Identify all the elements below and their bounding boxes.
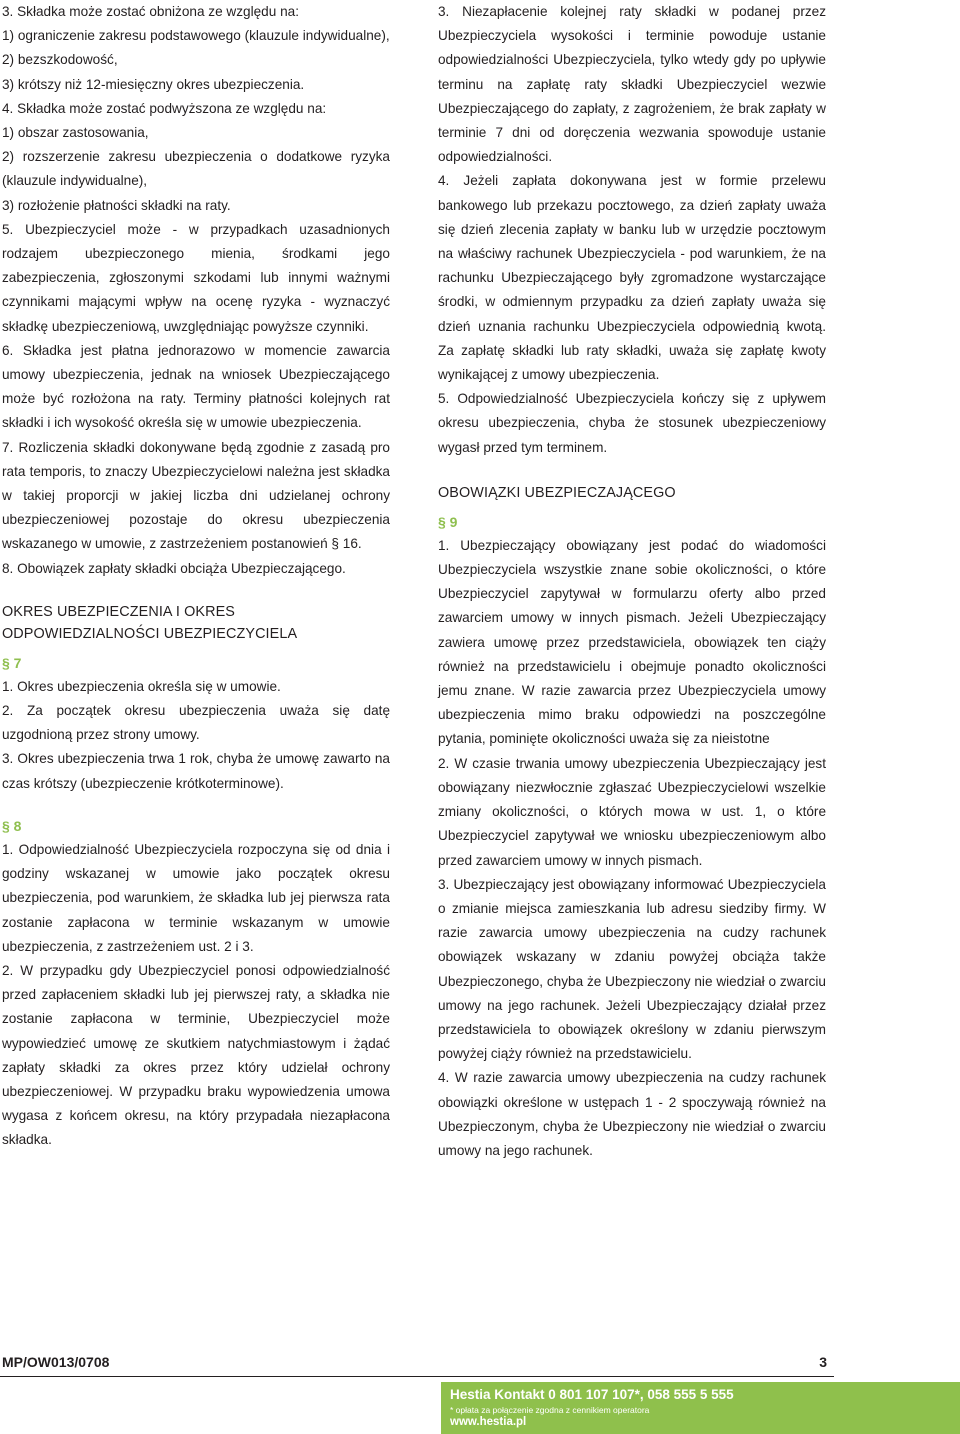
paragraph: 3. Niezapłacenie kolejnej raty składki w podanej przez Ubezpieczyciela wysokości i terminie powoduje ustanie odpowiedzialności Ubezpieczyciela, tylko wtedy gdy po upływie terminu na zapłatę raty składki Ubezpieczyciel wezwie Ubezpieczającego do zapłaty, z zagrożeniem, że brak zapłaty w terminie 7 dni od doręczenia wezwania spowoduje ustanie odpowiedzialności. <box>438 4 826 165</box>
section-heading: OBOWIĄZKI UBEZPIECZAJĄCEGO <box>438 484 676 501</box>
paragraph: 4. Jeżeli zapłata dokonywana jest w formie przelewu bankowego lub przekazu pocztowego, za dzień zapłaty uważa się dzień zlecenia zapłaty w banku lub w urzędzie pocztowym na właściwy rachunek Ubezpieczyciela - pod warunkiem, że na rachunku Ubezpieczającego były zgromadzone wystarczające środki, w odmiennym przypadku za dzień zapłaty uważa się dzień uznania rachunku Ubezpieczyciela odpowiednią kwotą. Za zapłatę składki lub raty składki, uważa się zapłatę kwoty wynikającej z umowy ubezpieczenia. <box>438 173 826 383</box>
page-footer <box>0 1344 960 1434</box>
paragraph-mark-9: § 9 <box>438 513 458 530</box>
paragraph: 3. Okres ubezpieczenia trwa 1 rok, chyba że umowę zawarto na czas krótszy (ubezpieczenie krótkoterminowe). <box>2 751 390 791</box>
contact-phone: Hestia Kontakt 0 801 107 107*, 058 555 5 555 <box>450 1387 734 1402</box>
paragraph: 3) krótszy niż 12-miesięczny okres ubezpieczenia. <box>2 76 305 92</box>
section-heading-line-1: OKRES UBEZPIECZENIA I OKRES <box>2 603 236 620</box>
paragraph: 1. Ubezpieczający obowiązany jest podać do wiadomości Ubezpieczyciela wszystkie znane sobie okoliczności, o które Ubezpieczyciel zapytywał w formularzu oferty albo przed zawarciem umowy w innych pismach. Jeżeli Ubezpieczający zawiera umowę przez przedstawiciela, obowiązek ten ciąży również na przedstawicielu i obejmuje ponadto okoliczności jemu znane. W razie zawarcia przez Ubezpieczyciela umowy ubezpieczenia mimo braku odpowiedzi na poszczególne pytania, pominięte okoliczności uważa się za nieistotne <box>438 537 826 747</box>
page-number: 3 <box>819 1354 827 1370</box>
paragraph: 1) ograniczenie zakresu podstawowego (klauzule indywidualne), <box>2 28 390 44</box>
section-heading-line-2: ODPOWIEDZIALNOŚCI UBEZPIECZYCIELA <box>2 625 298 642</box>
paragraph: 4. Składka może zostać podwyższona ze względu na: <box>2 100 327 116</box>
paragraph: 3. Ubezpieczający jest obowiązany informować Ubezpieczyciela o zmianie miejsca zamieszkania lub adresu siedziby firmy. W razie zawarcia umowy ubezpieczenia na cudzy rachunek obowiązek wskazany w zdaniu powyżej obciąża także Ubezpieczonego, chyba że Ubezpieczony nie wiedział o zwarciu umowy na jego rachunek. Jeżeli Ubezpieczający działał przez przedstawiciela to obowiązek określony w zdaniu pierwszym powyżej ciąży również na przedstawicielu. <box>438 876 826 1062</box>
left-column <box>2 0 390 1153</box>
paragraph: 2. W czasie trwania umowy ubezpieczenia Ubezpieczający jest obowiązany niezwłocznie zgłaszać Ubezpieczycielowi wszelkie zmiany okoliczności, o których mowa w ust. 1, o które Ubezpieczyciel zapytywał we wniosku ubezpieczeniowym albo przed zawarciem umowy w innych pismach. <box>438 755 826 868</box>
paragraph: 2) rozszerzenie zakresu ubezpieczenia o dodatkowe ryzyka (klauzule indywidualne), <box>2 149 390 189</box>
paragraph: 5. Ubezpieczyciel może - w przypadkach uzasadnionych rodzajem ubezpieczonego mienia, środkami jego zabezpieczenia, zgłoszonymi szkodami lub innymi ważnymi czynnikami mającymi wpływ na ocenę ryzyka - wyznaczyć składkę ubezpieczeniową, uwzględniając powyższe czynniki. <box>2 221 390 334</box>
footer-divider <box>0 1376 834 1377</box>
paragraph-mark-8: § 8 <box>2 817 22 834</box>
document-code: MP/OW013/0708 <box>2 1354 110 1370</box>
paragraph: 2) bezszkodowość, <box>2 52 118 68</box>
paragraph: 1. Odpowiedzialność Ubezpieczyciela rozpoczyna się od dnia i godziny wskazanej w umowie jako początek okresu ubezpieczenia, pod warunkiem, że składka lub jej pierwsza rata zostanie zapłacona w terminie wskazanym w umowie ubezpieczenia, z zastrzeżeniem ust. 2 i 3. <box>2 841 390 954</box>
paragraph: 7. Rozliczenia składki dokonywane będą zgodnie z zasadą pro rata temporis, to znaczy Ubezpieczycielowi należna jest składka w takiej proporcji w jakiej liczba dni udzielanej ochrony ubezpieczeniowej pozostaje do okresu ubezpieczenia wskazanego w umowie, z zastrzeżeniem postanowień § 16. <box>2 439 390 552</box>
paragraph: 6. Składka jest płatna jednorazowo w momencie zawarcia umowy ubezpieczenia, jednak na wniosek Ubezpieczającego może być rozłożona na raty. Terminy płatności kolejnych rat składki i ich wysokość określa się w umowie ubezpieczenia. <box>2 342 390 431</box>
paragraph-mark-7: § 7 <box>2 654 22 671</box>
paragraph: 4. W razie zawarcia umowy ubezpieczenia na cudzy rachunek obowiązki określone w ustępach 1 - 2 spoczywają również na Ubezpieczonym, chyba że Ubezpieczony nie wiedział o zwarciu umowy na jego rachunek. <box>438 1070 826 1158</box>
contact-banner <box>441 1382 960 1434</box>
paragraph: 3. Składka może zostać obniżona ze względu na: <box>2 4 299 19</box>
contact-note: * opłata za połączenie zgodna z cennikiem operatora <box>450 1405 650 1415</box>
paragraph: 2. Za początek okresu ubezpieczenia uważa się datę uzgodnioną przez strony umowy. <box>2 703 390 743</box>
right-column <box>438 0 826 1163</box>
paragraph: 3) rozłożenie płatności składki na raty. <box>2 197 231 213</box>
paragraph: 1. Okres ubezpieczenia określa się w umowie. <box>2 678 281 694</box>
paragraph: 5. Odpowiedzialność Ubezpieczyciela kończy się z upływem okresu ubezpieczenia, chyba że stosunek ubezpieczeniowy wygasł przed tym terminem. <box>438 391 826 455</box>
paragraph: 2. W przypadku gdy Ubezpieczyciel ponosi odpowiedzialność przed zapłaceniem składki lub jej pierwszej raty, a składka nie zostanie zapłacona w terminie, Ubezpieczyciel może wypowiedzieć umowę ze skutkiem natychmiastowym i żądać zapłaty składki za okres przez który udzielał ochrony ubezpieczeniowej. W przypadku braku wypowiedzenia umowa wygasa z końcem okresu, na który przypadała niezapłacona składka. <box>2 962 390 1148</box>
paragraph: 8. Obowiązek zapłaty składki obciąża Ubezpieczającego. <box>2 560 346 576</box>
website-link[interactable]: www.hestia.pl <box>450 1416 527 1428</box>
paragraph: 1) obszar zastosowania, <box>2 125 149 141</box>
